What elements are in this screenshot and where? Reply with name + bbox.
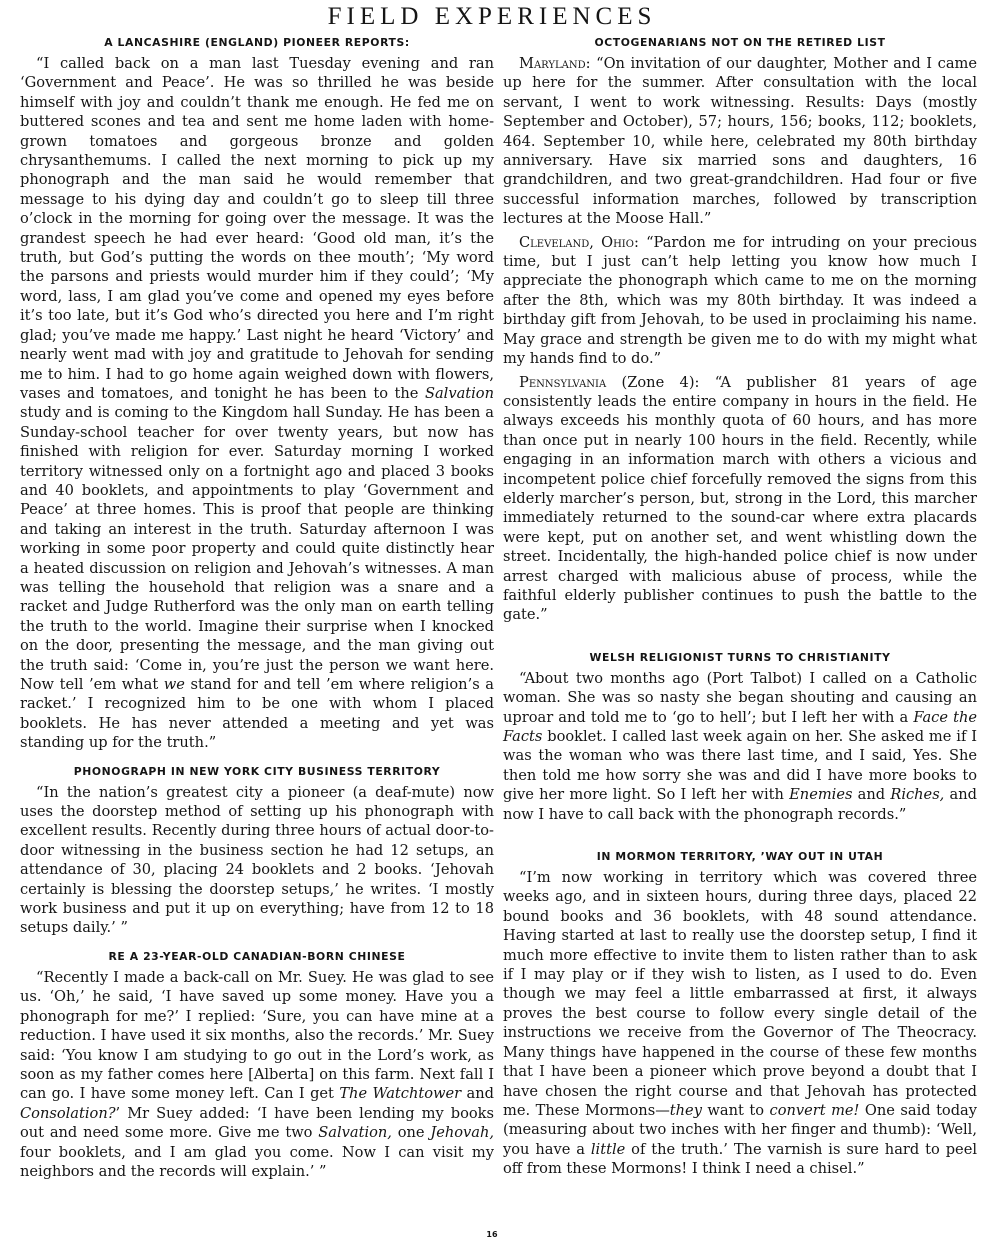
article-heading-phonograph-nyc: PHONOGRAPH IN NEW YORK CITY BUSINESS TERRITORY [73, 764, 441, 778]
page-number: 16 [486, 1230, 498, 1239]
left-column [20, 36, 494, 1185]
page-title: FIELD EXPERIENCES [327, 3, 657, 30]
article-heading-canadian-chinese: RE A 23-YEAR-OLD CANADIAN-BORN CHINESE [108, 949, 406, 963]
article-body-lancashire: “I called back on a man last Tuesday evening and ran ‘Government and Peace’. He was so thrilled he was beside himself with joy and couldn’t thank me enough. He fed me on buttered scones and tea and sent me home laden with home-grown tomatoes and gorgeous bronze and golden chrysanthemums. I called the next morning to pick up my phonograph and the man said he would remember that message to his dying day and couldn’t go to sleep till three o’clock in the morning for going over the message. It was the grandest speech he had ever heard: ‘Good old man, it’s the truth, but God’s putting the words on thee mouth’; ‘My word the parsons and priests would murder him if they could’; ‘My word, lass, I am glad you’ve come and opened my eyes before it’s too late, but it’s God who’s directed you here and I’m right glad; you’ve made me happy.’ Last night he heard ‘Victory’ and nearly went mad with joy and gratitude to Jehovah for sending me to him. I had to go home again weighed down with flowers, vases and tomatoes, and tonight he has been to the Salvation study and is coming to the Kingdom hall Sunday. He has been a Sunday-school teacher for over twenty years, but now has finished with religion for ever. Saturday morning I worked territory witnessed only on a fortnight ago and placed 3 books and 40 booklets, and appointments to play ‘Government and Peace’ at three homes. This is proof that people are thinking and taking an interest in the truth. Saturday afternoon I was working in some poor property and could quite distinctly hear a heated discussion on religion and Jehovah’s witnesses. A man was telling the household that religion was a snare and a racket and Judge Rutherford was the only man on earth telling the truth to the world. Imagine their surprise when I knocked on the door, presenting the message, and the man giving out the truth said: ‘Come in, you’re just the person we want here. Now tell ’em what we stand for and tell ’em where religion’s a racket.’ I recognized him to be one with whom I placed booklets. He has never attended a meeting and yet was standing up for the truth.” [20, 55, 494, 752]
article-heading-mormon: IN MORMON TERRITORY, ’WAY OUT IN UTAH [596, 850, 884, 864]
article-body-canadian-chinese: “Recently I made a back-call on Mr. Suey. He was glad to see us. ‘Oh,’ he said, ‘I have saved up some money. Have you a phonograph for me?’ I replied: ‘Sure, you can have mine at a reduction. I have used it six months, also the records.’ Mr. Suey said: ‘You know I am studying to go out in the Lord’s work, as soon as my father comes here [Alberta] on this farm. Next fall I can go. I have some money left. Can I get The Watchtower and Consolation?’ Mr Suey added: ‘I have been lending my books out and need some more. Give me two Salvation, one Jehovah, four booklets, and I am glad you come. Now I can visit my neighbors and the records will explain.’ ” [20, 968, 494, 1180]
article-heading-octogenarians: OCTOGENARIANS NOT ON THE RETIRED LIST [594, 36, 886, 49]
octogenarians-pennsylvania: Pennsylvania (Zone 4): “A publisher 81 years of age consistently leads the entire company in hours in the field. He always exceeds his monthly quota of 60 hours, and has more than once put in nearly 100 hours in the field. Recently, while engaging in an information march with others a vicious and incompetent police chief forcefully removed the signs from this elderly marcher’s person, but, strong in the Lord, this marcher immediately returned to the sound-car where extra placards were kept, put on another set, and went whistling down the street. Incidentally, the high-handed police chief is now under arrest charged with malicious abuse of process, while the faithful elderly publisher continues to push the battle to the gate.” [503, 373, 977, 624]
article-body-welsh: “About two months ago (Port Talbot) I called on a Catholic woman. She was so nasty she began shouting and causing an uproar and told me to ‘go to hell’; but I left her with a Face the Facts booklet. I called last week again on her. She asked me if I was the woman who was there last time, and I said, Yes. She then told me how sorry she was and did I have more books to give her more light. So I left her with Enemies and Riches, and now I have to call back with the phonograph records.” [503, 669, 977, 823]
article-heading-lancashire: A LANCASHIRE (ENGLAND) PIONEER REPORTS: [104, 36, 410, 49]
octogenarians-cleveland: Cleveland, Ohio: “Pardon me for intruding on your precious time, but I just can’t help letting you know how much I appreciate the phonograph which came to me on the morning after the 8th, which was my 80th birthday. It was indeed a birthday gift from Jehovah, to be used in proclaiming his name. May grace and strength be given me to do with my might what my hands find to do.” [503, 233, 977, 368]
right-column [503, 36, 977, 1183]
article-body-phonograph-nyc: “In the nation’s greatest city a pioneer (a deaf-mute) now uses the doorstep method of setting up his phonograph with excellent results. Recently during three hours of actual door-to-door witnessing in the business section he had 12 setups, an attendance of 30, placing 24 booklets and 2 books. ‘Jehovah certainly is blessing the doorstep setups,’ he writes. ‘I mostly work business and put it up on everything; have from 12 to 18 setups daily.’ ” [20, 783, 494, 937]
article-heading-welsh: WELSH RELIGIONIST TURNS TO CHRISTIANITY [589, 650, 891, 664]
octogenarians-maryland: Maryland: “On invitation of our daughter, Mother and I came up here for the summer. After consultation with the local servant, I went to work witnessing. Results: Days (mostly September and October), 57; hours, 156; books, 112; booklets, 464. September 10, while here, celebrated my 80th birthday anniversary. Have six married sons and daughters, 16 grandchildren, and two great-grandchildren. Had four or five successful information marches, followed by transcription lectures at the Moose Hall.” [503, 55, 977, 228]
article-body-mormon: “I’m now working in territory which was covered three weeks ago, and in sixteen hours, during three days, placed 22 bound books and 36 booklets, with 48 sound attendance. Having started at last to really use the doorstep setup, I find it much more effective to invite them to listen rather than to ask if I may play or if they wish to listen, as I used to do. Even though we may feel a little embarrassed at first, it always proves the best course to follow every single detail of the instructions we receive from the Governor of The Theocracy. Many things have happened in the course of these few months that I have been a pioneer which prove beyond a doubt that I have chosen the right course and that Jehovah has protected me. These Mormons—they want to convert me! One said today (measuring about two inches with her finger and thumb): ‘Well, you have a little of the truth.’ The varnish is sure hard to peel off from these Mormons! I think I need a chisel.” [503, 869, 978, 1178]
